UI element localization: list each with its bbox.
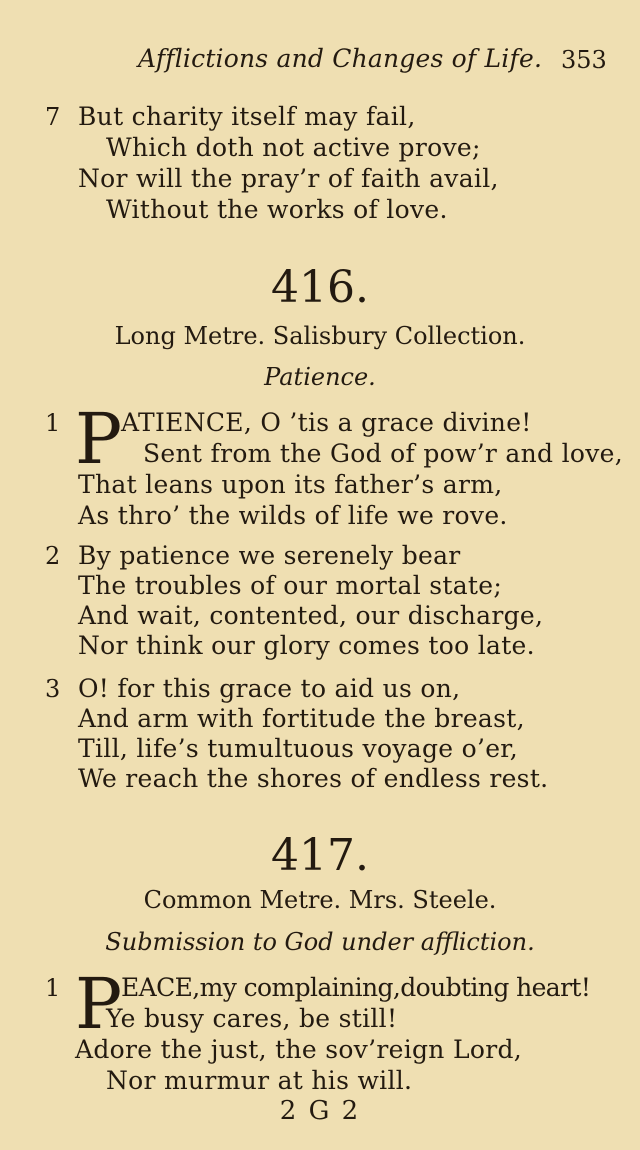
verse-number: 3 — [45, 675, 61, 703]
hymn-number: 416. — [271, 262, 369, 313]
verse-line: Ye busy cares, be still! — [106, 1004, 398, 1033]
verse-number: 2 — [45, 542, 61, 570]
verse-line: Sent from the God of pow’r and love, — [143, 439, 624, 468]
drop-cap: P — [75, 963, 123, 1045]
verse-line: And wait, contented, our discharge, — [78, 601, 544, 630]
hymn-subject: Submission to God under affliction. — [105, 928, 535, 956]
hymn-meter: Common Metre. Mrs. Steele. — [143, 886, 497, 914]
verse-line: O! for this grace to aid us on, — [78, 674, 461, 703]
drop-cap: P — [75, 398, 123, 480]
verse-line: ATIENCE, O ’tis a grace divine! — [121, 408, 532, 437]
verse-line: Till, life’s tumultuous voyage o’er, — [78, 734, 519, 763]
verse-line: Which doth not active prove; — [106, 133, 481, 162]
verse-line: Adore the just, the sov’reign Lord, — [75, 1035, 522, 1064]
verse-line: Nor murmur at his will. — [106, 1066, 413, 1095]
verse-line: The troubles of our mortal state; — [78, 571, 503, 600]
verse-number: 7 — [45, 103, 61, 131]
verse-line: But charity itself may fail, — [78, 102, 416, 131]
running-title: Afflictions and Changes of Life. — [138, 44, 543, 73]
hymn-subject: Patience. — [264, 363, 376, 391]
verse-line: We reach the shores of endless rest. — [78, 764, 549, 793]
hymn-meter: Long Metre. Salisbury Collection. — [114, 322, 526, 350]
verse-line: Without the works of love. — [106, 195, 448, 224]
verse-number: 1 — [45, 974, 61, 1002]
verse-line: Nor think our glory comes too late. — [78, 631, 535, 660]
hymn-number: 417. — [271, 830, 369, 881]
verse-line: EACE,my complaining,doubting heart! — [121, 973, 591, 1002]
verse-number: 1 — [45, 409, 61, 437]
signature-mark: 2 G 2 — [279, 1096, 361, 1126]
verse-line: By patience we serenely bear — [78, 541, 461, 570]
verse-line: And arm with fortitude the breast, — [78, 704, 525, 733]
verse-line: Nor will the pray’r of faith avail, — [78, 164, 499, 193]
verse-line: That leans upon its father’s arm, — [78, 470, 503, 499]
verse-line: As thro’ the wilds of life we rove. — [78, 501, 508, 530]
page-number: 353 — [561, 46, 607, 74]
